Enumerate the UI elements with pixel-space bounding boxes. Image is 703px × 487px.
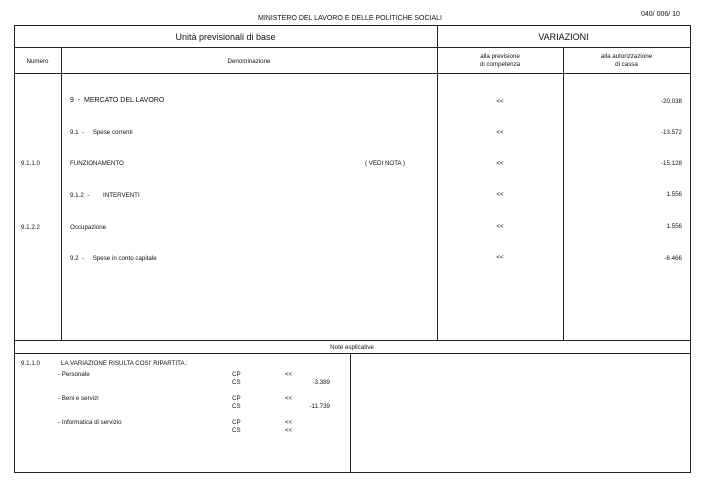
- note-cp-value: <<: [285, 395, 293, 402]
- note-cp-value: <<: [285, 419, 293, 426]
- note-cs-code: CS: [232, 427, 241, 434]
- row-numero: 9.1.1.0: [21, 160, 40, 167]
- row-denominazione: Occupazione: [70, 224, 107, 231]
- note-cp-code: CP: [232, 371, 241, 378]
- col-header-competenza: alla previsione di competenza: [479, 53, 521, 68]
- row-cassa: -13.572: [661, 129, 682, 136]
- note-cs-value: <<: [285, 427, 293, 434]
- notes-heading: LA VARIAZIONE RISULTA COSI' RIPARTITA :: [61, 360, 188, 367]
- group-header-variazioni: VARIAZIONI: [538, 32, 589, 42]
- row-cassa: -20.038: [661, 98, 682, 105]
- notes-title: Note esplicative: [330, 344, 374, 351]
- row-cassa: 1.556: [666, 191, 682, 198]
- note-cp-code: CP: [232, 395, 241, 402]
- note-item-label: - Personale: [58, 371, 90, 378]
- col-header-denominazione: Denominazione: [227, 58, 271, 65]
- note-cs-value: -3.389: [312, 379, 330, 386]
- row-cassa: -15.128: [661, 160, 682, 167]
- col-header-numero: Numero: [26, 58, 49, 65]
- row-cassa: 1.556: [666, 223, 682, 230]
- ministry-title: MINISTERO DEL LAVORO E DELLE POLITICHE SOCIALI: [258, 15, 442, 22]
- row-denominazione: FUNZIONAMENTO: [70, 160, 124, 167]
- row-numero: 9.1.2.2: [21, 224, 40, 231]
- row-competenza: <<: [496, 160, 504, 167]
- note-cs-value: -11.739: [309, 403, 330, 410]
- note-item-label: - Beni e servizi: [58, 395, 99, 402]
- row-denominazione: 9.1.2 - INTERVENTI: [70, 192, 140, 199]
- row-competenza: <<: [496, 129, 504, 136]
- note-cp-code: CP: [232, 419, 241, 426]
- note-cs-code: CS: [232, 379, 241, 386]
- note-cp-value: <<: [285, 371, 293, 378]
- page-code: 040/ 006/ 10: [641, 11, 680, 18]
- group-header-upb: Unità previsionali di base: [175, 32, 276, 42]
- row-competenza: <<: [496, 254, 504, 261]
- col-header-cassa: alla autorizzazione di cassa: [600, 53, 653, 68]
- row-cassa: -6.466: [664, 255, 682, 262]
- row-competenza: <<: [496, 98, 504, 105]
- notes-numero: 9.1.1.0: [21, 360, 40, 367]
- row-competenza: <<: [496, 191, 504, 198]
- row-note-ref: ( VEDI NOTA ): [365, 160, 406, 167]
- row-denominazione: 9 - MERCATO DEL LAVORO: [70, 97, 165, 104]
- row-competenza: <<: [496, 223, 504, 230]
- row-denominazione: 9.2 - Spese in conto capitale: [70, 255, 157, 262]
- row-denominazione: 9.1 - Spese correnti: [70, 129, 133, 136]
- note-cs-code: CS: [232, 403, 241, 410]
- note-item-label: - Informatica di servizio: [58, 419, 122, 426]
